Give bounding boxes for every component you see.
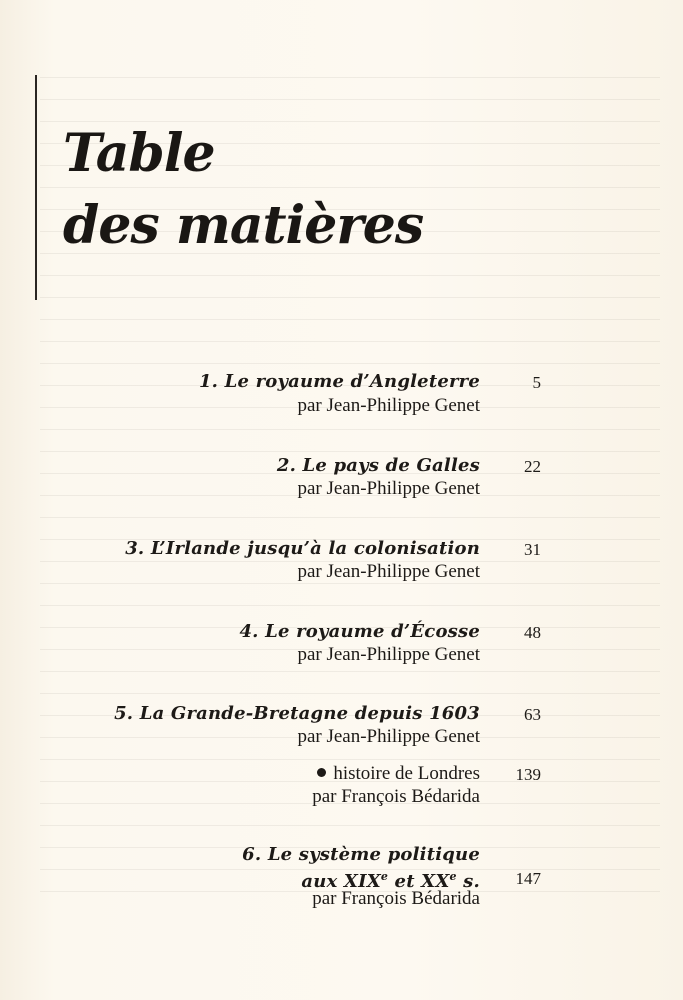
toc-entry-author: par Jean-Philippe Genet — [297, 561, 480, 582]
toc-entry-page: 31 — [524, 540, 541, 559]
toc-entry-heading: 6. Le système politique — [242, 844, 480, 865]
heading-text: et XX — [388, 871, 450, 892]
toc-subentry-label: histoire de Londres — [333, 763, 480, 784]
heading-text: aux XIX — [301, 871, 381, 892]
toc-entry-page: 22 — [524, 457, 541, 476]
bullet-icon — [317, 768, 326, 777]
toc-entry-author: par Jean-Philippe Genet — [297, 478, 480, 499]
toc-entry-heading: 5. La Grande-Bretagne depuis 1603 — [114, 703, 480, 724]
title-line-1: Table — [63, 123, 215, 184]
toc-entry-heading: 1. Le royaume d’Angleterre — [198, 371, 480, 392]
superscript: e — [449, 870, 457, 883]
title-line-2: des matières — [63, 195, 424, 256]
heading-text: s. — [456, 871, 480, 892]
toc-entry-page: 147 — [515, 869, 541, 888]
toc-entry-heading: 2. Le pays de Galles — [276, 455, 480, 476]
toc-entry-page: 5 — [532, 373, 541, 392]
toc-entry-author: par François Bédarida — [312, 888, 480, 909]
toc-entry-page: 63 — [524, 705, 541, 724]
toc-entry-author: par Jean-Philippe Genet — [297, 726, 480, 747]
toc-subentry-author: par François Bédarida — [312, 786, 480, 807]
toc-entry-author: par Jean-Philippe Genet — [297, 644, 480, 665]
toc-entry-heading: 3. L’Irlande jusqu’à la colonisation — [125, 538, 480, 559]
toc-entry-page: 48 — [524, 623, 541, 642]
toc-entry-heading: 4. Le royaume d’Écosse — [239, 621, 480, 642]
toc-entry-author: par Jean-Philippe Genet — [297, 395, 480, 416]
superscript: e — [380, 870, 389, 883]
toc-subentry — [317, 763, 480, 785]
toc-subentry-page: 139 — [515, 765, 541, 784]
